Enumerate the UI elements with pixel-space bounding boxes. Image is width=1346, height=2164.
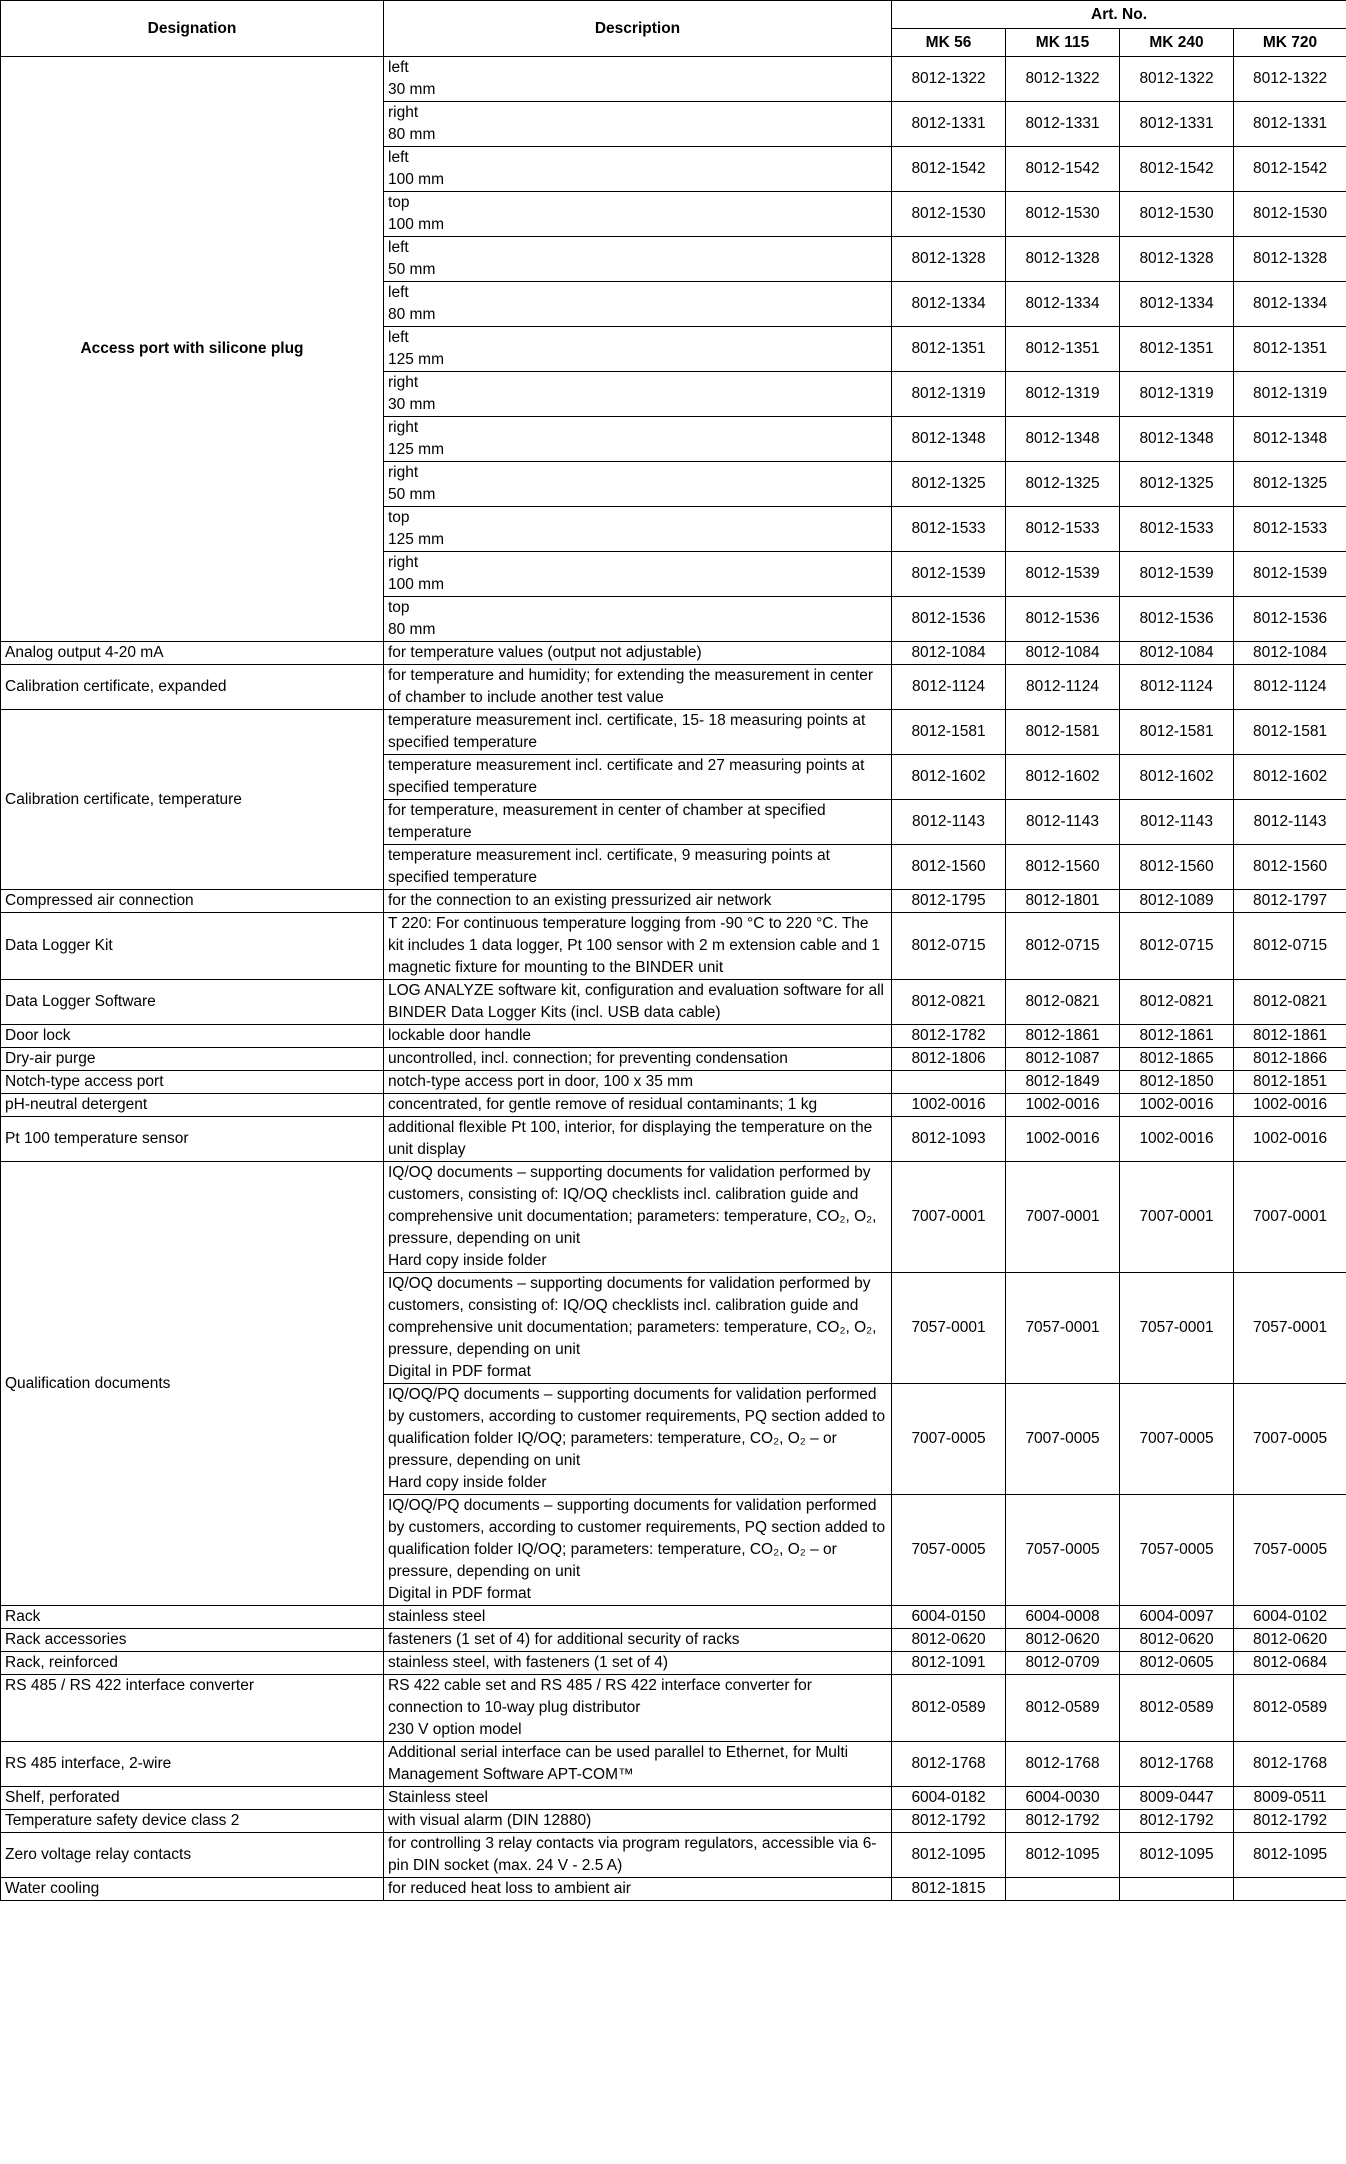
art-no-cell: 7007-0001 bbox=[1006, 1162, 1120, 1273]
art-no-cell: 8012-1325 bbox=[1006, 462, 1120, 507]
table-row bbox=[1, 710, 1346, 755]
table-body bbox=[1, 57, 1346, 1901]
art-no-cell: 8012-1861 bbox=[1234, 1025, 1346, 1048]
art-no-cell: 8012-1797 bbox=[1234, 890, 1346, 913]
art-no-cell bbox=[1120, 1878, 1234, 1901]
table-row bbox=[1, 1810, 1346, 1833]
table-row bbox=[1, 1048, 1346, 1071]
art-no-cell: 8012-1850 bbox=[1120, 1071, 1234, 1094]
art-no-cell: 8012-1536 bbox=[1120, 597, 1234, 642]
art-no-cell: 8012-1851 bbox=[1234, 1071, 1346, 1094]
art-no-cell: 7007-0001 bbox=[1234, 1162, 1346, 1273]
designation-cell: Analog output 4-20 mA bbox=[1, 642, 384, 665]
art-no-cell: 8012-1581 bbox=[1120, 710, 1234, 755]
art-no-cell: 8012-1539 bbox=[892, 552, 1006, 597]
header-model: MK 720 bbox=[1234, 29, 1346, 57]
art-no-cell: 8012-1539 bbox=[1234, 552, 1346, 597]
table-row bbox=[1, 57, 1346, 102]
art-no-cell: 8012-1792 bbox=[892, 1810, 1006, 1833]
art-no-cell: 8012-1539 bbox=[1006, 552, 1120, 597]
designation-cell: Access port with silicone plug bbox=[1, 57, 384, 642]
description-cell: for temperature values (output not adjustable) bbox=[384, 642, 892, 665]
art-no-cell: 7007-0001 bbox=[892, 1162, 1006, 1273]
art-no-cell: 8012-1331 bbox=[1120, 102, 1234, 147]
description-cell: notch-type access port in door, 100 x 35 mm bbox=[384, 1071, 892, 1094]
description-cell: Additional serial interface can be used parallel to Ethernet, for Multi Management Software APT-COM™ bbox=[384, 1742, 892, 1787]
art-no-cell: 8012-1539 bbox=[1120, 552, 1234, 597]
header-model: MK 115 bbox=[1006, 29, 1120, 57]
art-no-cell: 8012-1560 bbox=[892, 845, 1006, 890]
table-row bbox=[1, 1675, 1346, 1742]
description-cell: left 125 mm bbox=[384, 327, 892, 372]
description-cell: IQ/OQ documents – supporting documents for validation performed by customers, consisting of: IQ/OQ checklists incl. calibration guide and comprehensive unit documentation; parameters: temperature, CO₂, O₂, pressure, depending on unit Digital in PDF format bbox=[384, 1273, 892, 1384]
art-no-cell: 8012-0709 bbox=[1006, 1652, 1120, 1675]
art-no-cell: 6004-0150 bbox=[892, 1606, 1006, 1629]
art-no-cell bbox=[1006, 1878, 1120, 1901]
art-no-cell: 8012-1334 bbox=[892, 282, 1006, 327]
table-row bbox=[1, 642, 1346, 665]
art-no-cell: 8012-1348 bbox=[892, 417, 1006, 462]
art-no-cell: 8012-1091 bbox=[892, 1652, 1006, 1675]
description-cell: stainless steel bbox=[384, 1606, 892, 1629]
art-no-cell: 8012-1530 bbox=[1234, 192, 1346, 237]
art-no-cell: 8012-1530 bbox=[1006, 192, 1120, 237]
art-no-cell: 6004-0182 bbox=[892, 1787, 1006, 1810]
art-no-cell: 7007-0001 bbox=[1120, 1162, 1234, 1273]
art-no-cell: 8012-1322 bbox=[1006, 57, 1120, 102]
description-cell: for temperature, measurement in center of chamber at specified temperature bbox=[384, 800, 892, 845]
table-row bbox=[1, 1162, 1346, 1273]
table-row bbox=[1, 1629, 1346, 1652]
description-cell: IQ/OQ/PQ documents – supporting documents for validation performed by customers, according to customer requirements, PQ section added to qualification folder IQ/OQ; parameters: temperature, CO₂, O₂ – or pressure, depending on unit Digital in PDF format bbox=[384, 1495, 892, 1606]
art-no-cell: 1002-0016 bbox=[1234, 1094, 1346, 1117]
designation-cell: Rack accessories bbox=[1, 1629, 384, 1652]
art-no-cell: 8012-1602 bbox=[1234, 755, 1346, 800]
art-no-cell: 8009-0447 bbox=[1120, 1787, 1234, 1810]
description-cell: temperature measurement incl. certificate, 15- 18 measuring points at specified temperature bbox=[384, 710, 892, 755]
art-no-cell: 8012-1124 bbox=[892, 665, 1006, 710]
art-no-cell: 8012-1768 bbox=[1234, 1742, 1346, 1787]
art-no-cell: 8012-1325 bbox=[1120, 462, 1234, 507]
description-cell: left 30 mm bbox=[384, 57, 892, 102]
description-cell: with visual alarm (DIN 12880) bbox=[384, 1810, 892, 1833]
description-cell: left 80 mm bbox=[384, 282, 892, 327]
art-no-cell: 8012-1095 bbox=[892, 1833, 1006, 1878]
table-row bbox=[1, 1652, 1346, 1675]
art-no-cell: 1002-0016 bbox=[1234, 1117, 1346, 1162]
art-no-cell: 8012-0684 bbox=[1234, 1652, 1346, 1675]
designation-cell: Door lock bbox=[1, 1025, 384, 1048]
art-no-cell: 8012-1331 bbox=[892, 102, 1006, 147]
art-no-cell: 8012-1124 bbox=[1120, 665, 1234, 710]
description-cell: for the connection to an existing pressurized air network bbox=[384, 890, 892, 913]
art-no-cell: 8012-0589 bbox=[1234, 1675, 1346, 1742]
art-no-cell: 8012-1795 bbox=[892, 890, 1006, 913]
designation-cell: RS 485 / RS 422 interface converter bbox=[1, 1675, 384, 1742]
header-model: MK 240 bbox=[1120, 29, 1234, 57]
art-no-cell: 8012-1866 bbox=[1234, 1048, 1346, 1071]
art-no-cell: 8012-1325 bbox=[1234, 462, 1346, 507]
art-no-cell: 8012-1084 bbox=[1006, 642, 1120, 665]
description-cell: temperature measurement incl. certificate and 27 measuring points at specified temperature bbox=[384, 755, 892, 800]
art-no-cell: 8012-0715 bbox=[1006, 913, 1120, 980]
description-cell: right 125 mm bbox=[384, 417, 892, 462]
art-no-cell: 8012-1095 bbox=[1120, 1833, 1234, 1878]
designation-cell: Dry-air purge bbox=[1, 1048, 384, 1071]
art-no-cell: 8012-1331 bbox=[1006, 102, 1120, 147]
art-no-cell: 8012-1533 bbox=[1120, 507, 1234, 552]
art-no-cell: 8012-1542 bbox=[1234, 147, 1346, 192]
art-no-cell: 8012-0620 bbox=[892, 1629, 1006, 1652]
art-no-cell: 8012-1143 bbox=[892, 800, 1006, 845]
art-no-cell: 7057-0005 bbox=[1120, 1495, 1234, 1606]
art-no-cell: 7057-0001 bbox=[892, 1273, 1006, 1384]
description-cell: right 80 mm bbox=[384, 102, 892, 147]
art-no-cell: 1002-0016 bbox=[892, 1094, 1006, 1117]
art-no-cell: 8012-0620 bbox=[1006, 1629, 1120, 1652]
art-no-cell: 1002-0016 bbox=[1006, 1094, 1120, 1117]
designation-cell: Compressed air connection bbox=[1, 890, 384, 913]
designation-cell: Notch-type access port bbox=[1, 1071, 384, 1094]
designation-cell: Temperature safety device class 2 bbox=[1, 1810, 384, 1833]
description-cell: top 80 mm bbox=[384, 597, 892, 642]
art-no-cell: 8012-1124 bbox=[1006, 665, 1120, 710]
art-no-cell: 8012-1536 bbox=[1234, 597, 1346, 642]
art-no-cell: 8012-1792 bbox=[1006, 1810, 1120, 1833]
art-no-cell: 8012-1089 bbox=[1120, 890, 1234, 913]
table-row bbox=[1, 1606, 1346, 1629]
art-no-cell: 8012-1351 bbox=[1234, 327, 1346, 372]
art-no-cell: 8012-1328 bbox=[892, 237, 1006, 282]
art-no-cell: 8012-1792 bbox=[1120, 1810, 1234, 1833]
art-no-cell: 8012-1334 bbox=[1006, 282, 1120, 327]
art-no-cell: 8012-0821 bbox=[1120, 980, 1234, 1025]
description-cell: left 100 mm bbox=[384, 147, 892, 192]
art-no-cell: 8012-1322 bbox=[892, 57, 1006, 102]
description-cell: top 100 mm bbox=[384, 192, 892, 237]
description-cell: temperature measurement incl. certificate, 9 measuring points at specified temperature bbox=[384, 845, 892, 890]
art-no-cell: 1002-0016 bbox=[1006, 1117, 1120, 1162]
art-no-cell: 8012-1806 bbox=[892, 1048, 1006, 1071]
art-no-cell: 6004-0102 bbox=[1234, 1606, 1346, 1629]
description-cell: for reduced heat loss to ambient air bbox=[384, 1878, 892, 1901]
art-no-cell: 7057-0005 bbox=[892, 1495, 1006, 1606]
art-no-cell: 8012-1801 bbox=[1006, 890, 1120, 913]
description-cell: T 220: For continuous temperature logging from -90 °C to 220 °C. The kit includes 1 data logger, Pt 100 sensor with 2 m extension cable and 1 magnetic fixture for mounting to the BINDER unit bbox=[384, 913, 892, 980]
designation-cell: Data Logger Kit bbox=[1, 913, 384, 980]
art-no-cell: 8012-1319 bbox=[892, 372, 1006, 417]
designation-cell: Calibration certificate, temperature bbox=[1, 710, 384, 890]
art-no-cell: 8012-1602 bbox=[1120, 755, 1234, 800]
description-cell: left 50 mm bbox=[384, 237, 892, 282]
table-row bbox=[1, 1094, 1346, 1117]
art-no-cell: 8012-1533 bbox=[892, 507, 1006, 552]
art-no-cell: 7057-0001 bbox=[1234, 1273, 1346, 1384]
header-art-no: Art. No. bbox=[892, 1, 1346, 29]
description-cell: RS 422 cable set and RS 485 / RS 422 interface converter for connection to 10-way plug distributor 230 V option model bbox=[384, 1675, 892, 1742]
art-no-cell: 8012-1322 bbox=[1234, 57, 1346, 102]
description-cell: right 100 mm bbox=[384, 552, 892, 597]
header-description: Description bbox=[384, 1, 892, 57]
description-cell: IQ/OQ/PQ documents – supporting documents for validation performed by customers, according to customer requirements, PQ section added to qualification folder IQ/OQ; parameters: temperature, CO₂, O₂ – or pressure, depending on unit Hard copy inside folder bbox=[384, 1384, 892, 1495]
description-cell: concentrated, for gentle remove of residual contaminants; 1 kg bbox=[384, 1094, 892, 1117]
art-no-cell: 8012-1560 bbox=[1120, 845, 1234, 890]
art-no-cell: 8012-1849 bbox=[1006, 1071, 1120, 1094]
art-no-cell: 8012-1782 bbox=[892, 1025, 1006, 1048]
description-cell: LOG ANALYZE software kit, configuration and evaluation software for all BINDER Data Logger Kits (incl. USB data cable) bbox=[384, 980, 892, 1025]
designation-cell: pH-neutral detergent bbox=[1, 1094, 384, 1117]
description-cell: top 125 mm bbox=[384, 507, 892, 552]
description-cell: uncontrolled, incl. connection; for preventing condensation bbox=[384, 1048, 892, 1071]
art-no-cell: 8012-1319 bbox=[1006, 372, 1120, 417]
art-no-cell: 8012-0605 bbox=[1120, 1652, 1234, 1675]
art-no-cell: 8012-1124 bbox=[1234, 665, 1346, 710]
header-designation: Designation bbox=[1, 1, 384, 57]
art-no-cell: 8012-1536 bbox=[1006, 597, 1120, 642]
table-row bbox=[1, 1025, 1346, 1048]
description-cell: lockable door handle bbox=[384, 1025, 892, 1048]
art-no-cell: 8012-1334 bbox=[1234, 282, 1346, 327]
description-cell: for controlling 3 relay contacts via program regulators, accessible via 6-pin DIN socket (max. 24 V - 2.5 A) bbox=[384, 1833, 892, 1878]
table-row bbox=[1, 1787, 1346, 1810]
art-no-cell: 8012-1581 bbox=[892, 710, 1006, 755]
art-no-cell: 8012-1328 bbox=[1006, 237, 1120, 282]
art-no-cell: 8012-1542 bbox=[1006, 147, 1120, 192]
art-no-cell bbox=[1234, 1878, 1346, 1901]
header-model: MK 56 bbox=[892, 29, 1006, 57]
table-row bbox=[1, 665, 1346, 710]
description-cell: for temperature and humidity; for extending the measurement in center of chamber to include another test value bbox=[384, 665, 892, 710]
table-row bbox=[1, 1071, 1346, 1094]
art-no-cell: 8012-1861 bbox=[1120, 1025, 1234, 1048]
art-no-cell: 8012-1542 bbox=[1120, 147, 1234, 192]
art-no-cell: 8012-1143 bbox=[1234, 800, 1346, 845]
table-row bbox=[1, 1117, 1346, 1162]
art-no-cell: 1002-0016 bbox=[1120, 1117, 1234, 1162]
designation-cell: RS 485 interface, 2-wire bbox=[1, 1742, 384, 1787]
art-no-cell: 8012-0821 bbox=[1234, 980, 1346, 1025]
art-no-cell: 7057-0001 bbox=[1006, 1273, 1120, 1384]
art-no-cell: 8009-0511 bbox=[1234, 1787, 1346, 1810]
art-no-cell: 7057-0005 bbox=[1006, 1495, 1120, 1606]
art-no-cell: 8012-1087 bbox=[1006, 1048, 1120, 1071]
art-no-cell: 8012-1084 bbox=[892, 642, 1006, 665]
art-no-cell: 8012-1530 bbox=[892, 192, 1006, 237]
art-no-cell: 8012-1325 bbox=[892, 462, 1006, 507]
art-no-cell: 7057-0001 bbox=[1120, 1273, 1234, 1384]
art-no-cell: 8012-1768 bbox=[892, 1742, 1006, 1787]
art-no-cell: 8012-1768 bbox=[1006, 1742, 1120, 1787]
art-no-cell: 8012-1331 bbox=[1234, 102, 1346, 147]
art-no-cell: 8012-1815 bbox=[892, 1878, 1006, 1901]
art-no-cell: 8012-1351 bbox=[892, 327, 1006, 372]
art-no-cell: 8012-1560 bbox=[1234, 845, 1346, 890]
art-no-cell: 8012-1861 bbox=[1006, 1025, 1120, 1048]
art-no-cell: 7007-0005 bbox=[1120, 1384, 1234, 1495]
art-no-cell: 8012-1536 bbox=[892, 597, 1006, 642]
table-row bbox=[1, 1833, 1346, 1878]
art-no-cell: 8012-0589 bbox=[892, 1675, 1006, 1742]
table-header bbox=[1, 1, 1346, 57]
table-row bbox=[1, 1878, 1346, 1901]
art-no-cell: 8012-1533 bbox=[1234, 507, 1346, 552]
art-no-cell: 8012-1351 bbox=[1120, 327, 1234, 372]
designation-cell: Rack bbox=[1, 1606, 384, 1629]
art-no-cell: 8012-1581 bbox=[1006, 710, 1120, 755]
art-no-cell: 1002-0016 bbox=[1120, 1094, 1234, 1117]
art-no-cell: 8012-1334 bbox=[1120, 282, 1234, 327]
art-no-cell: 8012-1542 bbox=[892, 147, 1006, 192]
designation-cell: Qualification documents bbox=[1, 1162, 384, 1606]
art-no-cell: 8012-0821 bbox=[892, 980, 1006, 1025]
table-row bbox=[1, 980, 1346, 1025]
art-no-cell: 8012-1143 bbox=[1006, 800, 1120, 845]
art-no-cell: 8012-1328 bbox=[1234, 237, 1346, 282]
description-cell: right 50 mm bbox=[384, 462, 892, 507]
table-row bbox=[1, 913, 1346, 980]
art-no-cell: 8012-1084 bbox=[1120, 642, 1234, 665]
art-no-cell: 8012-1351 bbox=[1006, 327, 1120, 372]
table-row bbox=[1, 1742, 1346, 1787]
art-no-cell: 8012-1319 bbox=[1120, 372, 1234, 417]
art-no-cell: 7057-0005 bbox=[1234, 1495, 1346, 1606]
art-no-cell: 8012-1602 bbox=[892, 755, 1006, 800]
art-no-cell: 8012-1328 bbox=[1120, 237, 1234, 282]
art-no-cell: 8012-1095 bbox=[1234, 1833, 1346, 1878]
art-no-cell: 8012-1084 bbox=[1234, 642, 1346, 665]
description-cell: fasteners (1 set of 4) for additional security of racks bbox=[384, 1629, 892, 1652]
designation-cell: Zero voltage relay contacts bbox=[1, 1833, 384, 1878]
art-no-cell: 8012-1348 bbox=[1006, 417, 1120, 462]
designation-cell: Data Logger Software bbox=[1, 980, 384, 1025]
designation-cell: Calibration certificate, expanded bbox=[1, 665, 384, 710]
art-no-cell: 8012-1530 bbox=[1120, 192, 1234, 237]
description-cell: additional flexible Pt 100, interior, for displaying the temperature on the unit display bbox=[384, 1117, 892, 1162]
art-no-cell: 8012-0620 bbox=[1234, 1629, 1346, 1652]
art-no-cell: 8012-0715 bbox=[1120, 913, 1234, 980]
art-no-cell: 8012-0821 bbox=[1006, 980, 1120, 1025]
description-cell: right 30 mm bbox=[384, 372, 892, 417]
description-cell: stainless steel, with fasteners (1 set of 4) bbox=[384, 1652, 892, 1675]
description-cell: Stainless steel bbox=[384, 1787, 892, 1810]
art-no-cell: 7007-0005 bbox=[1006, 1384, 1120, 1495]
art-no-cell: 8012-1348 bbox=[1120, 417, 1234, 462]
table-row bbox=[1, 890, 1346, 913]
art-no-cell: 7007-0005 bbox=[892, 1384, 1006, 1495]
art-no-cell: 8012-1093 bbox=[892, 1117, 1006, 1162]
art-no-cell: 8012-1095 bbox=[1006, 1833, 1120, 1878]
art-no-cell: 8012-1322 bbox=[1120, 57, 1234, 102]
art-no-cell: 8012-0589 bbox=[1006, 1675, 1120, 1742]
art-no-cell: 8012-1768 bbox=[1120, 1742, 1234, 1787]
art-no-cell: 8012-1602 bbox=[1006, 755, 1120, 800]
art-no-cell: 8012-1865 bbox=[1120, 1048, 1234, 1071]
description-cell: IQ/OQ documents – supporting documents for validation performed by customers, consisting of: IQ/OQ checklists incl. calibration guide and comprehensive unit documentation; parameters: temperature, CO₂, O₂, pressure, depending on unit Hard copy inside folder bbox=[384, 1162, 892, 1273]
art-no-cell: 7007-0005 bbox=[1234, 1384, 1346, 1495]
designation-cell: Shelf, perforated bbox=[1, 1787, 384, 1810]
designation-cell: Water cooling bbox=[1, 1878, 384, 1901]
art-no-cell: 6004-0030 bbox=[1006, 1787, 1120, 1810]
art-no-cell: 6004-0008 bbox=[1006, 1606, 1120, 1629]
art-no-cell: 8012-1560 bbox=[1006, 845, 1120, 890]
art-no-cell bbox=[892, 1071, 1006, 1094]
art-no-cell: 8012-1348 bbox=[1234, 417, 1346, 462]
art-no-cell: 8012-0589 bbox=[1120, 1675, 1234, 1742]
designation-cell: Pt 100 temperature sensor bbox=[1, 1117, 384, 1162]
art-no-cell: 8012-1581 bbox=[1234, 710, 1346, 755]
designation-cell: Rack, reinforced bbox=[1, 1652, 384, 1675]
art-no-cell: 8012-0620 bbox=[1120, 1629, 1234, 1652]
art-no-cell: 8012-0715 bbox=[1234, 913, 1346, 980]
art-no-cell: 8012-1143 bbox=[1120, 800, 1234, 845]
art-no-cell: 8012-1792 bbox=[1234, 1810, 1346, 1833]
art-no-cell: 8012-0715 bbox=[892, 913, 1006, 980]
art-no-cell: 8012-1319 bbox=[1234, 372, 1346, 417]
art-no-cell: 6004-0097 bbox=[1120, 1606, 1234, 1629]
art-no-cell: 8012-1533 bbox=[1006, 507, 1120, 552]
